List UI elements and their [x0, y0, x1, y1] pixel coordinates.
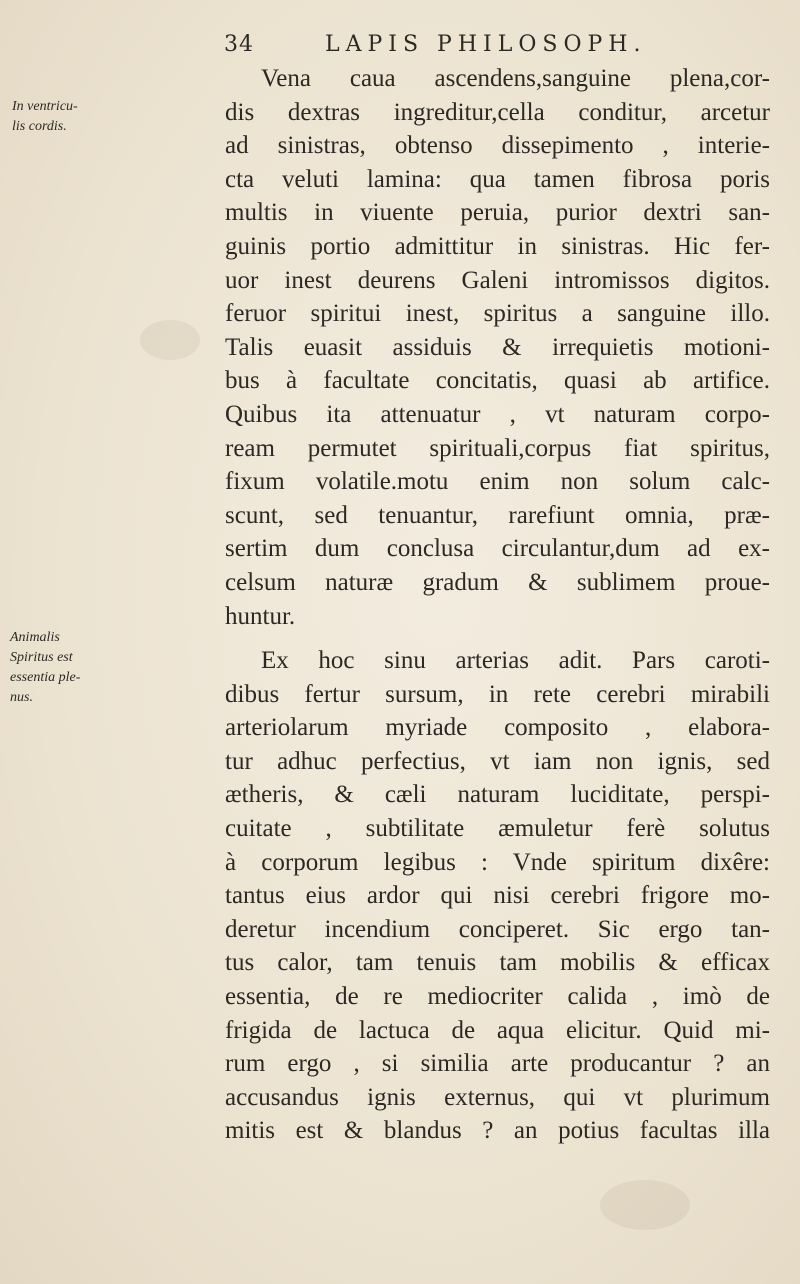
text-line: bus à facultate concitatis, quasi ab artifice.: [225, 367, 770, 395]
text-line: essentia, de re mediocriter calida , imò de: [225, 983, 770, 1011]
margin-note-line: Animalis: [10, 630, 60, 645]
text-line: dis dextras ingreditur,cella conditur, arcetur: [225, 98, 770, 126]
paragraph-gap: [225, 633, 770, 644]
text-line: arteriolarum myriade composito , elabora-: [225, 714, 770, 742]
text-line: tur adhuc perfectius, vt iam non ignis, sed: [225, 747, 770, 775]
text-line: guinis portio admittitur in sinistras. Hic fer-: [225, 232, 770, 260]
text-line: dibus fertur sursum, in rete cerebri mirabili: [225, 680, 770, 708]
text-line: frigida de lactuca de aqua elicitur. Quid mi-: [225, 1016, 770, 1044]
margin-note: [12, 97, 227, 137]
text-line: feruor spiritui inest, spiritus a sanguine illo.: [225, 300, 770, 328]
text-line: deretur incendium conciperet. Sic ergo tan-: [225, 915, 770, 943]
text-line: Ex hoc sinu arterias adit. Pars caroti-: [261, 647, 770, 675]
text-line: scunt, sed tenuantur, rarefiunt omnia, præ-: [225, 501, 770, 529]
text-line: mitis est & blandus ? an potius facultas illa: [225, 1117, 770, 1145]
text-line: accusandus ignis externus, qui vt plurimum: [225, 1083, 770, 1111]
paper-stain: [600, 1180, 690, 1230]
text-line: multis in viuente peruia, purior dextri san-: [225, 199, 770, 227]
margin-note-line: nus.: [10, 690, 33, 705]
margin-note-line: lis cordis.: [12, 119, 67, 134]
text-line: huntur.: [225, 602, 296, 630]
margin-note-line: Spiritus est: [10, 650, 73, 665]
text-line: ætheris, & cæli naturam luciditate, perspi-: [225, 781, 770, 809]
page-number: 34: [224, 32, 254, 57]
text-line: rum ergo , si similia arte producantur ? an: [225, 1050, 770, 1078]
text-line: uor inest deurens Galeni intromissos digitos.: [225, 266, 770, 294]
text-line: tantus eius ardor qui nisi cerebri frigore mo-: [225, 882, 770, 910]
text-line: à corporum legibus : Vnde spiritum dixêre:: [225, 848, 770, 876]
text-line: ream permutet spirituali,corpus fiat spiritus,: [225, 434, 770, 462]
text-line: ad sinistras, obtenso dissepimento , interie-: [225, 132, 770, 160]
paper-stain: [140, 320, 200, 360]
text-line: Talis euasit assiduis & irrequietis motioni-: [225, 333, 770, 361]
text-line: Quibus ita attenuatur , vt naturam corpo-: [225, 400, 770, 428]
text-line: tus calor, tam tenuis tam mobilis & efficax: [225, 949, 770, 977]
running-head: LAPIS PHILOSOPH.: [325, 32, 647, 57]
text-line: celsum naturæ gradum & sublimem proue-: [225, 568, 770, 596]
text-line: Vena caua ascendens,sanguine plena,cor-: [261, 65, 770, 92]
margin-note-line: In ventricu-: [12, 99, 78, 114]
text-line: sertim dum conclusa circulantur,dum ad ex-: [225, 535, 770, 563]
body-text: [225, 62, 770, 1148]
paragraph: [225, 62, 770, 633]
text-line: cuitate , subtilitate æmuletur ferè solutus: [225, 815, 770, 843]
margin-note-line: essentia ple-: [10, 670, 81, 685]
paragraph: [225, 644, 770, 1148]
text-line: cta veluti lamina: qua tamen fibrosa poris: [225, 165, 770, 193]
margin-note: [10, 628, 225, 708]
text-line: fixum volatile.motu enim non solum calc-: [225, 468, 770, 496]
